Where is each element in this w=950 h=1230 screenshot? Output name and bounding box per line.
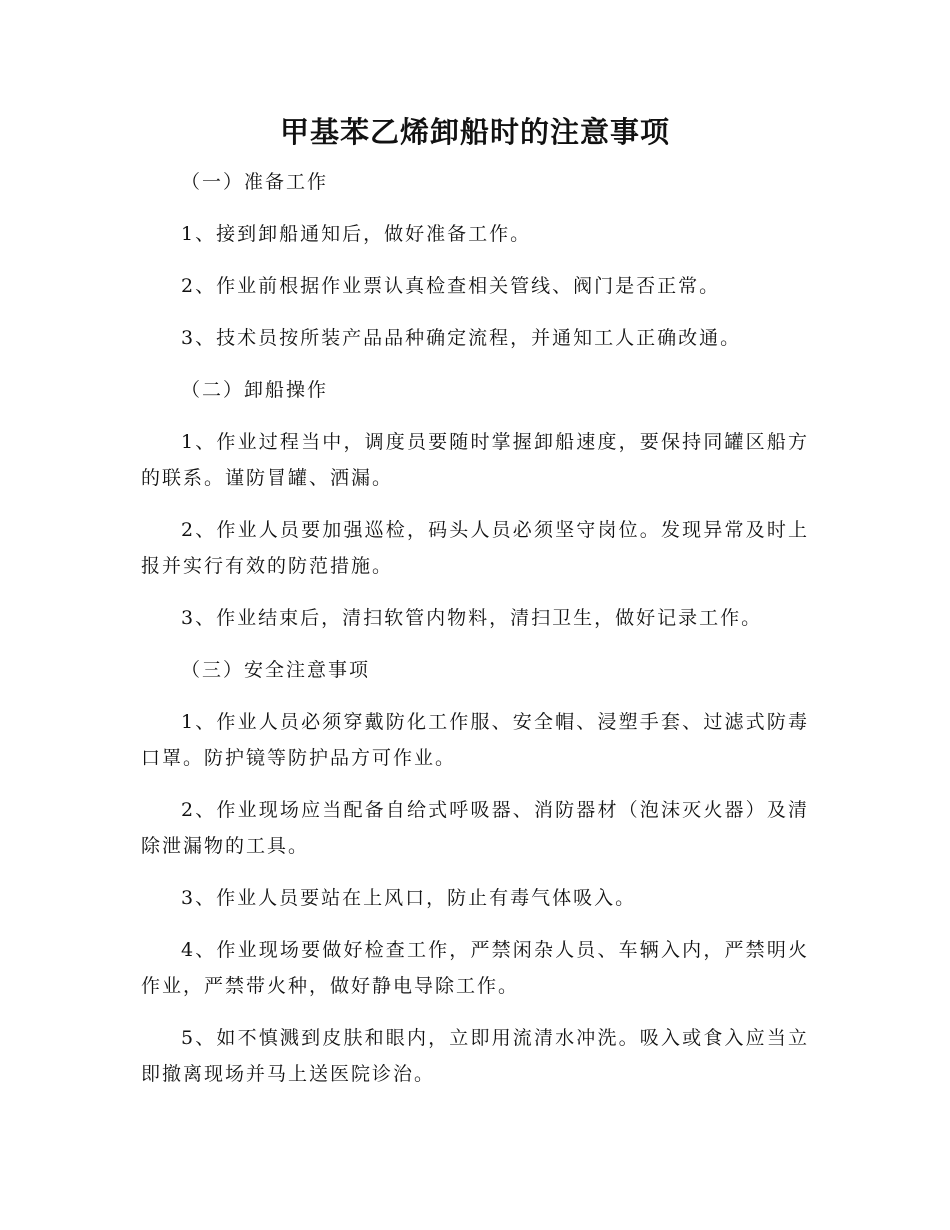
section-heading-preparation: （一）准备工作	[181, 171, 329, 193]
paragraph: 2、作业现场应当配备自给式呼吸器、消防器材（泡沫灭火器）及清除泄漏物的工具。	[141, 799, 809, 857]
paragraph: 2、作业前根据作业票认真检查相关管线、阀门是否正常。	[181, 275, 721, 297]
document-body	[141, 164, 809, 1092]
paragraph: 1、作业人员必须穿戴防化工作服、安全帽、浸塑手套、过滤式防毒口罩。防护镜等防护品方可作业。	[141, 711, 809, 769]
paragraph: 3、技术员按所装产品品种确定流程，并通知工人正确改通。	[181, 327, 742, 349]
paragraph: 2、作业人员要加强巡检，码头人员必须坚守岗位。发现异常及时上报并实行有效的防范措施。	[141, 519, 809, 577]
paragraph: 1、接到卸船通知后，做好准备工作。	[181, 223, 532, 245]
paragraph: 1、作业过程当中，调度员要随时掌握卸船速度，要保持同罐区船方的联系。谨防冒罐、洒漏。	[141, 431, 809, 489]
section-heading-unloading: （二）卸船操作	[181, 379, 329, 401]
paragraph: 3、作业人员要站在上风口，防止有毒气体吸入。	[181, 887, 637, 909]
section-heading-safety: （三）安全注意事项	[181, 659, 371, 681]
paragraph: 4、作业现场要做好检查工作，严禁闲杂人员、车辆入内，严禁明火作业，严禁带火种，做好静电导除工作。	[141, 939, 809, 997]
paragraph: 3、作业结束后，清扫软管内物料，清扫卫生，做好记录工作。	[181, 607, 763, 629]
document-title: 甲基苯乙烯卸船时的注意事项	[279, 115, 670, 149]
paragraph: 5、如不慎溅到皮肤和眼内，立即用流清水冲洗。吸入或食入应当立即撤离现场并马上送医院诊治。	[141, 1027, 809, 1085]
